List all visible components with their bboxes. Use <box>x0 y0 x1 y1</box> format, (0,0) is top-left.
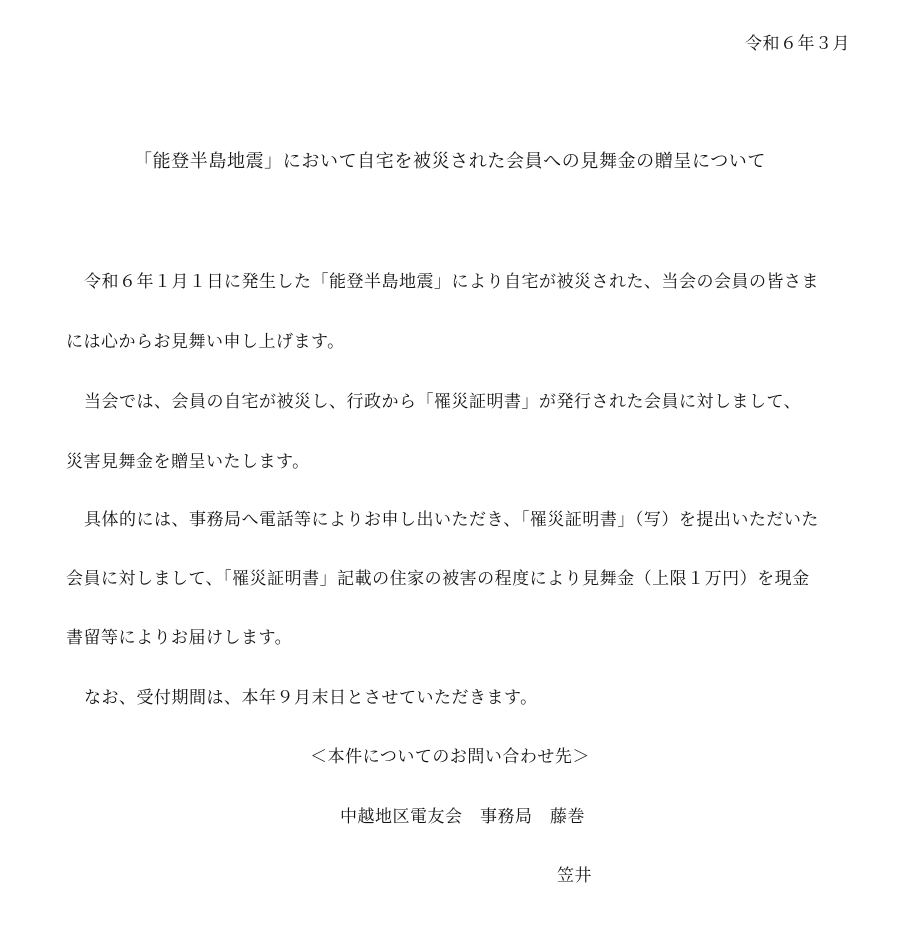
body-line: 令和６年１月１日に発生した「能登半島地震」により自宅が被災された、当会の会員の皆さま <box>84 272 819 292</box>
body-line: には心からお見舞い申し上げます。 <box>66 332 345 352</box>
body-line: 会員に対しまして、「罹災証明書」記載の住家の被害の程度により見舞金（上限１万円）を現金 <box>66 569 810 589</box>
contact-organization: 中越地区電友会 事務局 藤巻 <box>340 807 585 827</box>
body-line: 当会では、会員の自宅が被災し、行政から「罹災証明書」が発行された会員に対しまして、 <box>84 392 802 412</box>
body-line: なお、受付期間は、本年９月末日とさせていただきます。 <box>84 688 538 708</box>
contact-person: 笠井 <box>557 866 592 886</box>
contact-heading: ＜本件についてのお問い合わせ先＞ <box>310 747 590 767</box>
body-line: 災害見舞金を贈呈いたします。 <box>66 452 310 472</box>
body-line: 書留等によりお届けします。 <box>66 628 293 648</box>
body-line: 具体的には、事務局へ電話等によりお申し出いただき、「罹災証明書」（写）を提出いただいた <box>84 510 819 530</box>
document-title: 「能登半島地震」において自宅を被災された会員への見舞金の贈呈について <box>133 151 767 172</box>
document-date: 令和６年３月 <box>745 34 850 54</box>
